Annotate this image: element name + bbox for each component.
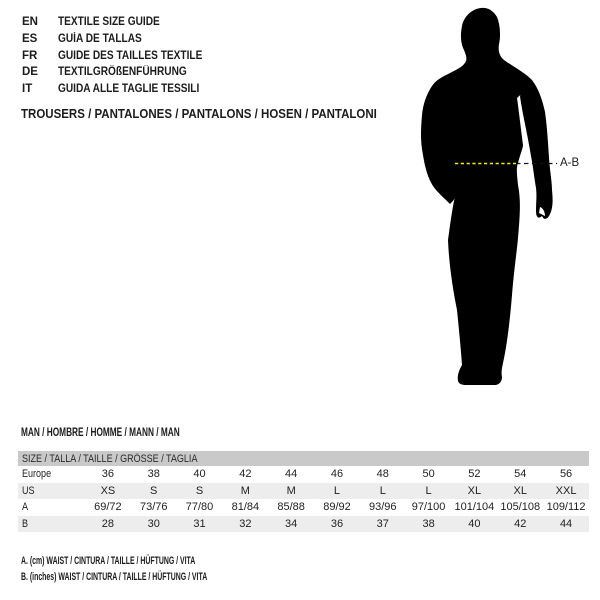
- language-guide-block: [22, 14, 222, 98]
- size-cell: 81/84: [231, 501, 260, 514]
- man-silhouette: [400, 0, 600, 420]
- language-code: ES: [22, 32, 38, 45]
- size-cell: 56: [559, 468, 573, 481]
- size-cell: XL: [513, 484, 527, 497]
- size-cell: 101/104: [454, 501, 495, 514]
- man-silhouette-arm: [520, 80, 553, 219]
- size-cell: 36: [101, 468, 115, 481]
- size-cell: 34: [285, 517, 298, 530]
- man-silhouette-figure: [400, 0, 600, 420]
- size-cell: 54: [514, 468, 527, 481]
- size-cell: 38: [422, 517, 435, 530]
- size-cell: 40: [468, 517, 481, 530]
- size-cell: XXL: [555, 484, 577, 497]
- size-cell: 42: [239, 468, 252, 481]
- table-row-b-inches: [18, 516, 589, 533]
- size-cell: 28: [101, 517, 115, 530]
- table-row-a-cm: [18, 499, 589, 516]
- size-cell: 42: [514, 517, 527, 530]
- size-cell: L: [425, 484, 432, 497]
- size-cell: 40: [193, 468, 206, 481]
- language-code: FR: [22, 49, 38, 62]
- size-cell: 38: [147, 468, 160, 481]
- size-cell: 77/80: [185, 501, 214, 514]
- footnote-b: [21, 571, 317, 584]
- size-table: [18, 451, 589, 532]
- size-cell: L: [333, 484, 341, 497]
- row-label: US: [22, 484, 35, 497]
- footnote-b-text: B. (inches) WAIST / CINTURA / TAILLE / HÜFTUNG / VITA: [21, 571, 208, 583]
- size-cell: 73/76: [139, 501, 168, 514]
- size-cell: 30: [147, 517, 160, 530]
- size-cell: 93/96: [369, 501, 397, 514]
- size-cell: 50: [422, 468, 435, 481]
- language-label: GUIDA ALLE TAGLIE TESSILI: [58, 83, 200, 95]
- size-cell: 32: [239, 517, 252, 530]
- language-label: GUIDE DES TAILLES TEXTILE: [58, 49, 203, 62]
- measure-label: A-B: [560, 157, 580, 169]
- language-row: [22, 14, 222, 31]
- size-cell: XL: [467, 484, 482, 497]
- size-section-title: [21, 427, 241, 440]
- language-label: TEXTILE SIZE GUIDE: [58, 16, 160, 28]
- size-cell: 46: [330, 468, 344, 481]
- size-cell: 89/92: [323, 501, 351, 514]
- table-row-europe: [18, 466, 589, 483]
- language-row: [22, 81, 222, 98]
- language-label: TEXTILGRÖßENFÜHRUNG: [58, 66, 187, 79]
- size-cell: 31: [193, 517, 206, 530]
- size-cell: 52: [468, 468, 481, 481]
- size-cell: 44: [559, 517, 573, 530]
- size-cell: 44: [285, 468, 298, 481]
- size-cell: 37: [376, 517, 389, 530]
- size-cell: L: [379, 484, 386, 497]
- row-label: B: [22, 517, 29, 530]
- language-code: IT: [22, 83, 33, 95]
- size-cell: M: [240, 484, 250, 497]
- size-cell: 105/108: [500, 501, 541, 514]
- row-label: Europe: [22, 468, 52, 481]
- size-cell: 48: [376, 468, 389, 481]
- size-cell: XS: [100, 484, 116, 497]
- man-silhouette-body: [421, 8, 532, 385]
- garment-title: [21, 107, 408, 121]
- size-cell: S: [150, 484, 158, 497]
- size-table-header-text: SIZE / TALLA / TAILLE / GRÖSSE / TAGLIA: [22, 452, 198, 465]
- language-row: [22, 64, 222, 81]
- size-cell: M: [286, 484, 296, 497]
- size-cell: 97/100: [411, 501, 446, 514]
- footnote-a-text: A. (cm) WAIST / CINTURA / TAILLE / HÜFTUNG / VITA: [21, 555, 196, 567]
- size-section-title-text: MAN / HOMBRE / HOMME / MANN / MAN: [21, 427, 180, 439]
- size-cell: 36: [330, 517, 344, 530]
- size-cell: 85/88: [277, 501, 305, 514]
- row-label: A: [22, 501, 29, 514]
- footnote-a: [21, 555, 298, 568]
- language-label: GUÍA DE TALLAS: [58, 32, 142, 45]
- size-cell: 69/72: [94, 501, 122, 514]
- size-cell: 109/112: [546, 501, 586, 514]
- language-code: DE: [22, 66, 38, 79]
- size-cell: S: [195, 484, 204, 497]
- size-table-header-row: [18, 451, 589, 466]
- table-row-us: [18, 483, 589, 500]
- garment-title-text: TROUSERS / PANTALONES / PANTALONS / HOSEN / PANTALONI: [21, 107, 377, 121]
- language-row: [22, 48, 222, 65]
- language-row: [22, 31, 222, 48]
- language-code: EN: [22, 16, 38, 28]
- size-table-header: [18, 451, 589, 466]
